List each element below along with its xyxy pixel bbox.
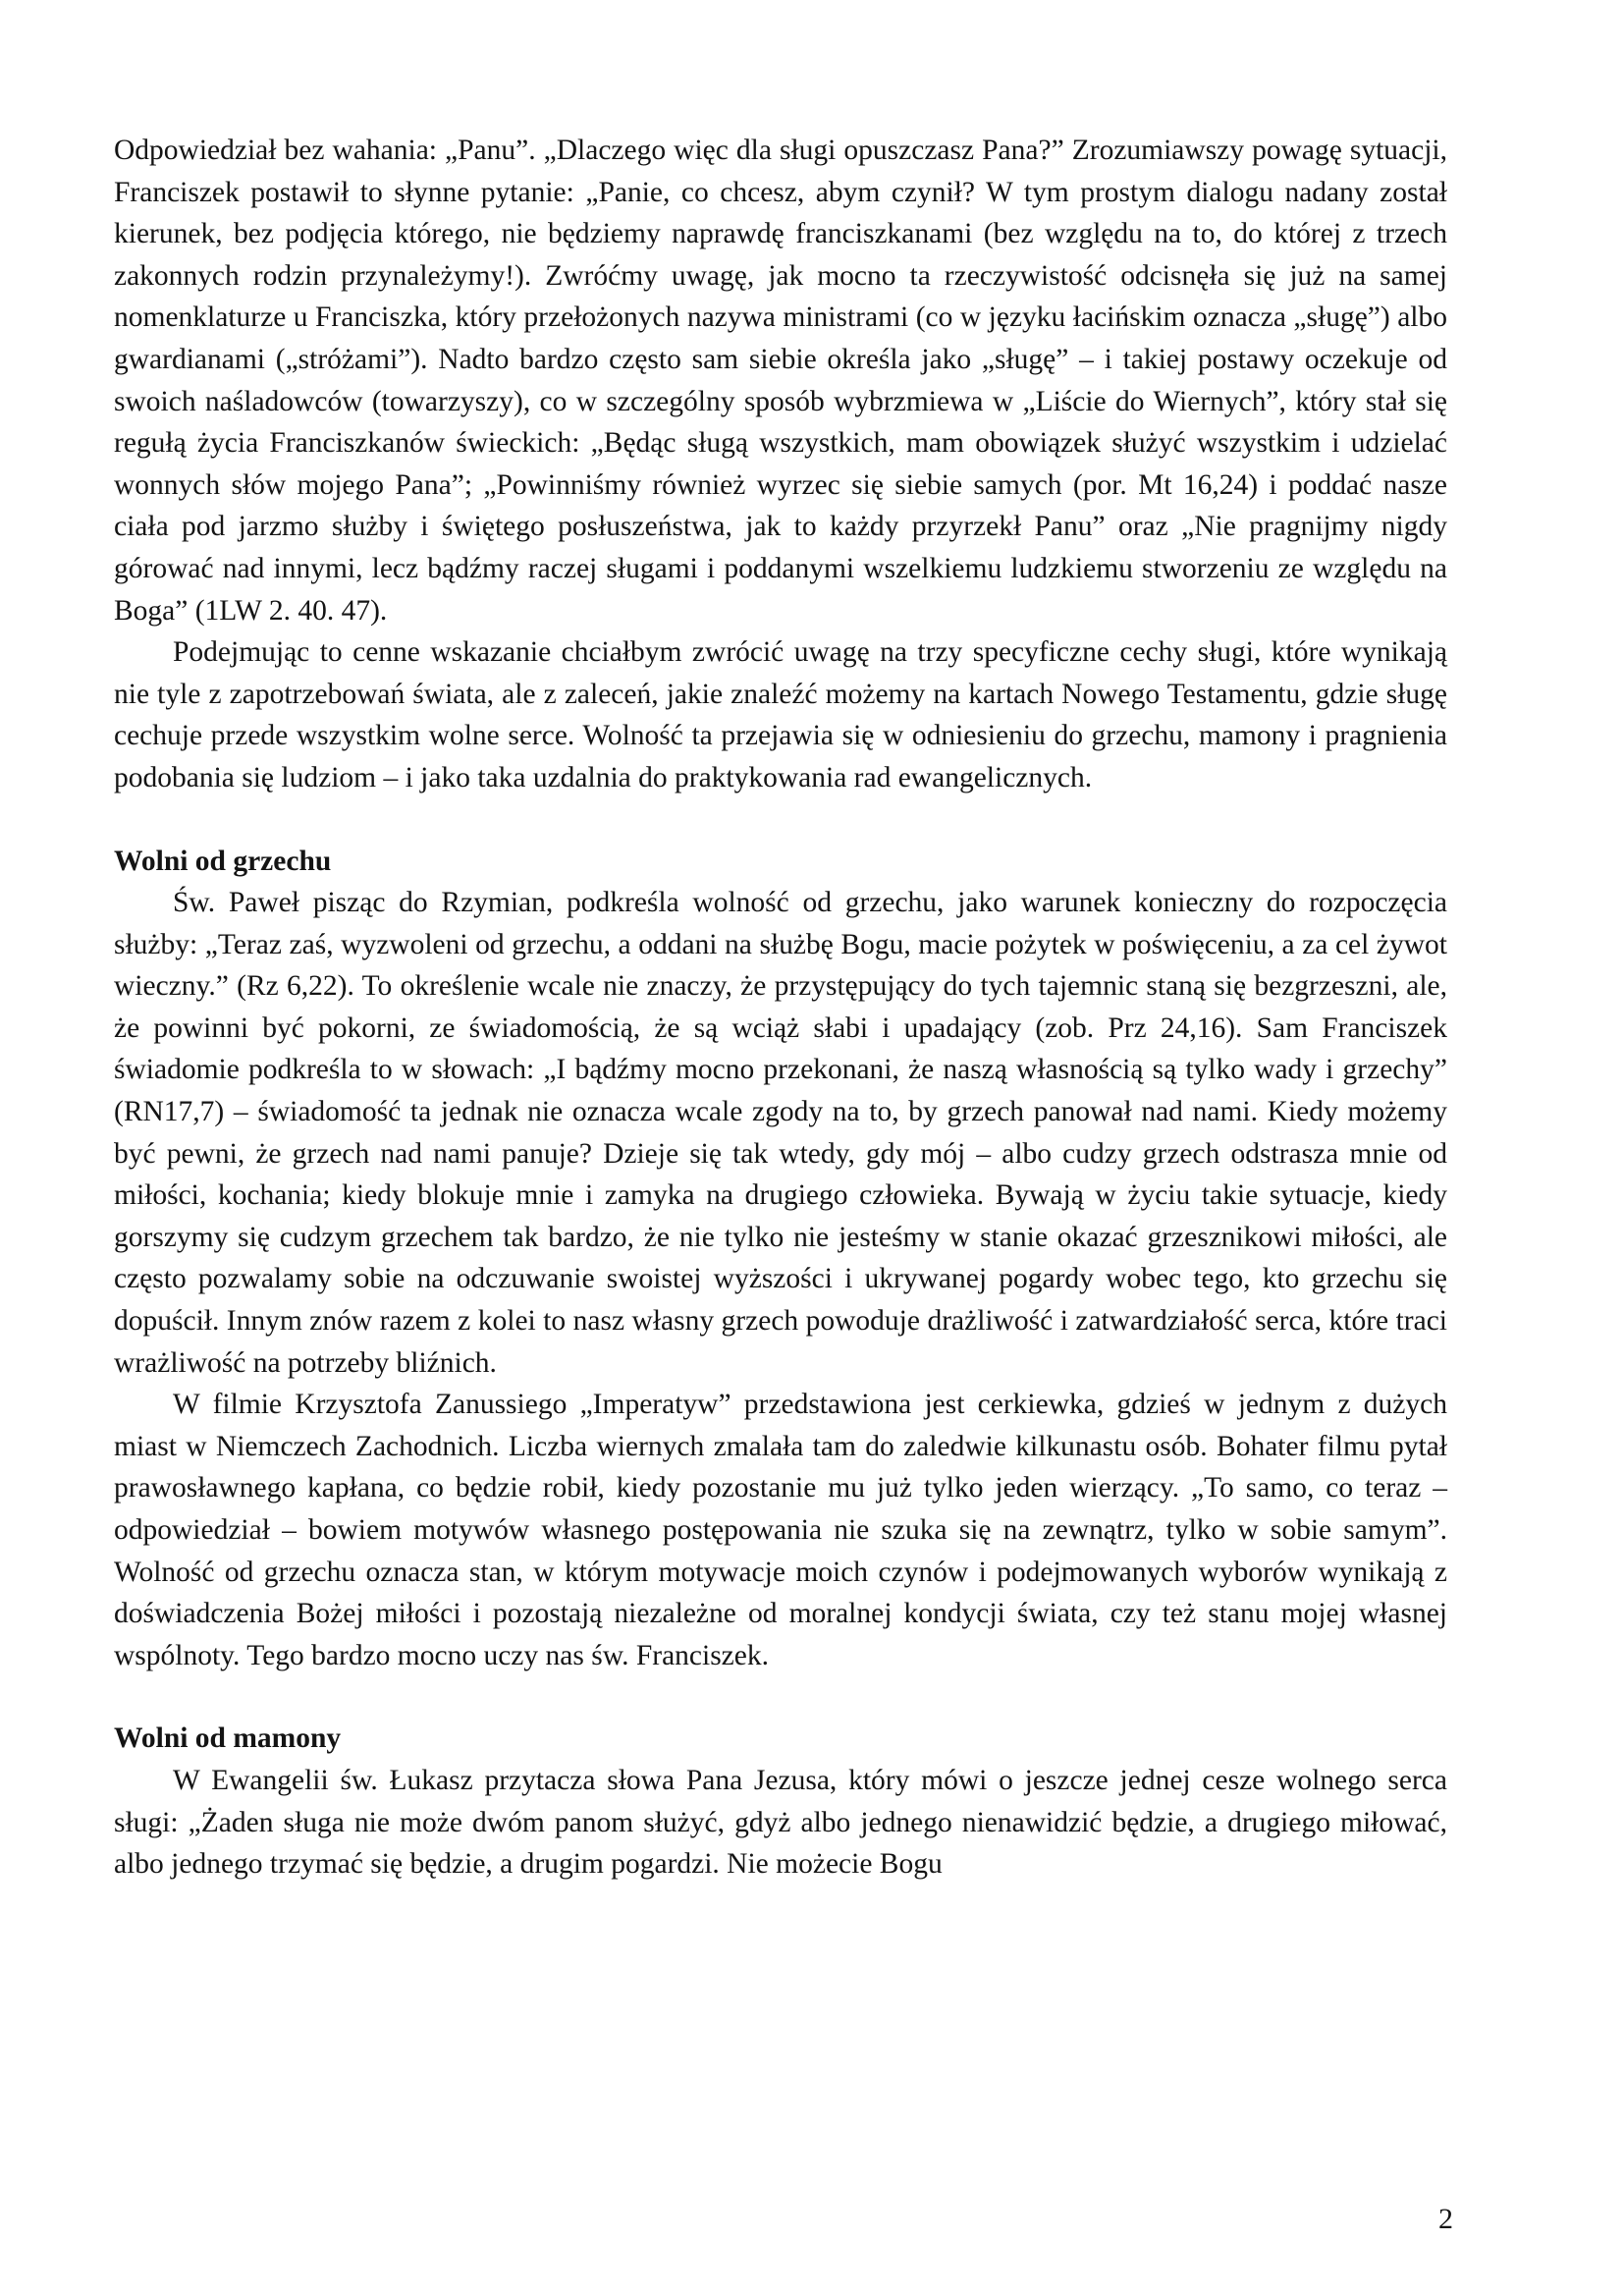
paragraph-free-from-sin: Św. Paweł pisząc do Rzymian, podkreśla wolność od grzechu, jako warunek konieczny do rozpoczęcia służby: „Teraz zaś, wyzwoleni od grzechu, a oddani na służbę Bogu, macie pożytek w poświęceniu, a za cel żywot wieczny.” (Rz 6,22). To określenie wcale nie znaczy, że przystępujący do tych tajemnic staną się bezgrzeszni, ale, że powinni być pokorni, ze świadomością, że są wciąż słabi i upadający (zob. Prz 24,16). Sam Franciszek świadomie podkreśla to w słowach: „I bądźmy mocno przekonani, że naszą własnością są tylko wady i grzechy” (RN17,7) – świadomość ta jednak nie oznacza wcale zgody na to, by grzech panował nad nami. Kiedy możemy być pewni, że grzech nad nami panuje? Dzieje się tak wtedy, gdy mój – albo cudzy grzech odstrasza mnie od miłości, kochania; kiedy blokuje mnie i zamyka na drugiego człowieka. Bywają w życiu takie sytuacje, kiedy gorszymy się cudzym grzechem tak bardzo, że nie tylko nie jesteśmy w stanie okazać grzesznikowi miłości, ale często pozwalamy sobie na odczuwanie swoistej wyższości i ukrywanej pogardy wobec tego, kto grzechu się dopuścił. Innym znów razem z kolei to nasz własny grzech powoduje drażliwość i zatwardziałość serca, które traci wrażliwość na potrzeby bliźnich. (114, 887, 1447, 1379)
paragraph-zanussi-film: W filmie Krzysztofa Zanussiego „Imperatyw” przedstawiona jest cerkiewka, gdzieś w jednym z dużych miast w Niemczech Zachodnich. Liczba wiernych zmalała tam do zaledwie kilkunastu osób. Bohater filmu pytał prawosławnego kapłana, co będzie robił, kiedy pozostanie mu już tylko jeden wierzący. „To samo, co teraz – odpowiedział – bowiem motywów własnego postępowania nie szuka się na zewnątrz, tylko w sobie samym”. Wolność od grzechu oznacza stan, w którym motywacje moich czynów i podejmowanych wyborów wynikają z doświadczenia Bożej miłości i pozostają niezależne od moralnej kondycji świata, czy też stanu mojej własnej wspólnoty. Tego bardzo mocno uczy nas św. Franciszek. (114, 1389, 1447, 1671)
paragraph-three-traits: Podejmując to cenne wskazanie chciałbym zwrócić uwagę na trzy specyficzne cechy sługi, które wynikają nie tyle z zapotrzebowań świata, ale z zaleceń, jakie znaleźć możemy na kartach Nowego Testamentu, gdzie sługę cechuje przede wszystkim wolne serce. Wolność ta przejawia się w odniesieniu do grzechu, mamony i pragnienia podobania się ludziom – i jako taka uzdalnia do praktykowania rad ewangelicznych. (114, 636, 1447, 793)
paragraph-servant-dialogue: Odpowiedział bez wahania: „Panu”. „Dlaczego więc dla sługi opuszczasz Pana?” Zrozumiawszy powagę sytuacji, Franciszek postawił to słynne pytanie: „Panie, co chcesz, abym czynił? W tym prostym dialogu nadany został kierunek, bez podjęcia którego, nie będziemy naprawdę franciszkanami (bez względu na to, do której z trzech zakonnych rodzin przynależymy!). Zwróćmy uwagę, jak mocno ta rzeczywistość odcisnęła się już na samej nomenklaturze u Franciszka, który przełożonych nazywa ministrami (co w języku łacińskim oznacza „sługę”) albo gwardianami („stróżami”). Nadto bardzo często sam siebie określa jako „sługę” – i takiej postawy oczekuje od swoich naśladowców (towarzyszy), co w szczególny sposób wybrzmiewa w „Liście do Wiernych”, który stał się regułą życia Franciszkanów świeckich: „Będąc sługą wszystkich, mam obowiązek służyć wszystkim i udzielać wonnych słów mojego Pana”; „Powinniśmy również wyrzec się siebie samych (por. Mt 16,24) i poddać nasze ciała pod jarzmo służby i świętego posłuszeństwa, jak to każdy przyrzekł Panu” oraz „Nie pragnijmy nigdy górować nad innymi, lecz bądźmy raczej sługami i poddanymi wszelkiemu ludzkiemu stworzeniu ze względu na Boga” (1LW 2. 40. 47). (114, 135, 1447, 627)
section-heading-free-from-sin: Wolni od grzechu (114, 845, 332, 877)
page-number: 2 (1438, 2203, 1453, 2235)
section-gap (114, 1676, 1447, 1718)
paragraph-free-from-mammon: W Ewangelii św. Łukasz przytacza słowa Pana Jezusa, który mówi o jeszcze jednej cesze wolnego serca sługi: „Żaden sługa nie może dwóm panom służyć, gdyż albo jednego nienawidzić będzie, a drugiego miłować, albo jednego trzymać się będzie, a drugim pogardzi. Nie możecie Bogu (114, 1764, 1447, 1881)
section-heading-free-from-mammon: Wolni od mamony (114, 1722, 342, 1755)
document-body (114, 130, 1447, 1886)
section-gap (114, 799, 1447, 841)
